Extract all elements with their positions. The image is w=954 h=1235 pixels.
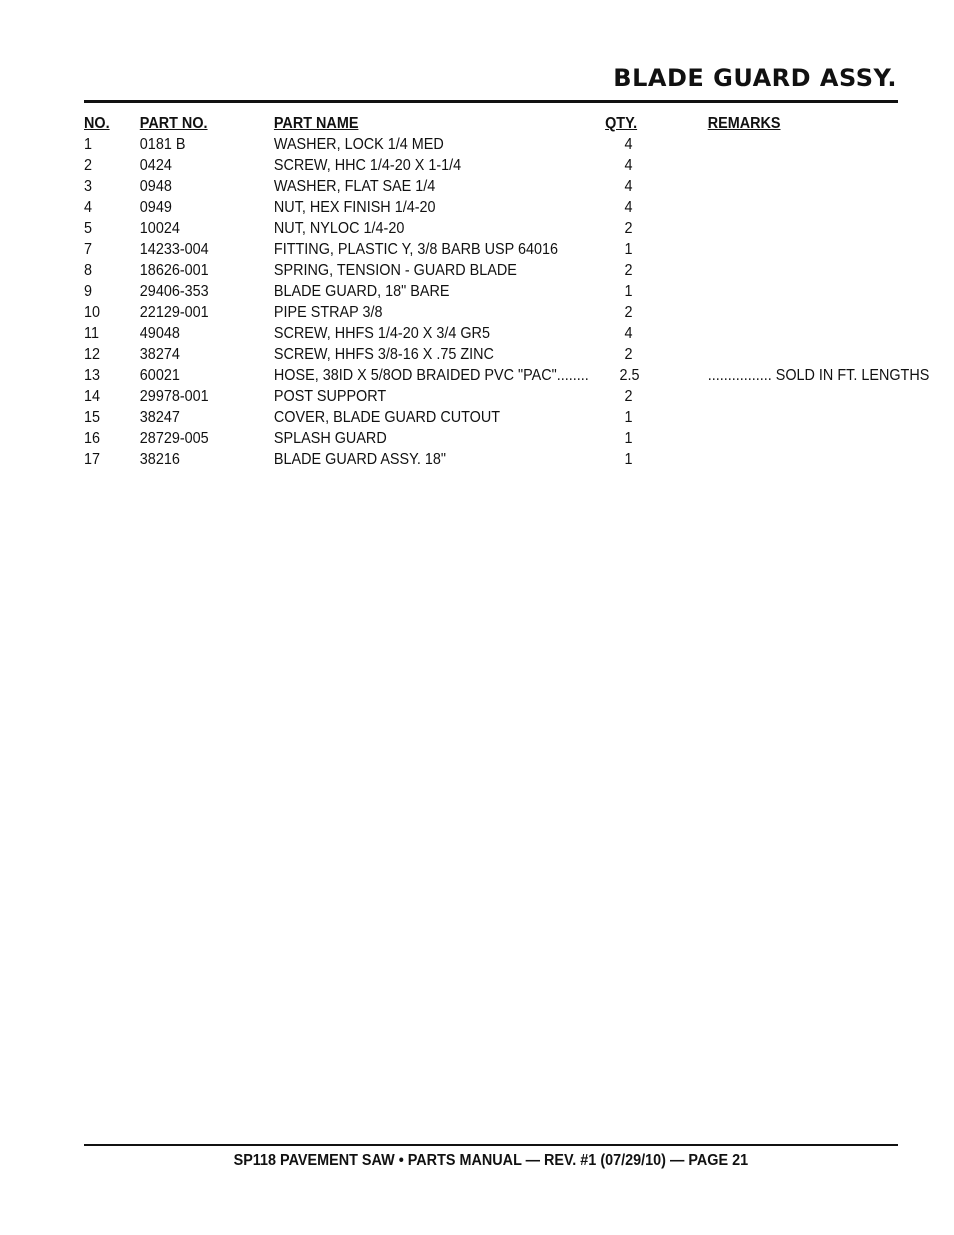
cell-qty: 2 [624,346,633,363]
cell-no: 3 [84,178,93,195]
title-divider [84,100,898,103]
cell-no: 8 [84,262,93,279]
table-row [84,386,898,407]
cell-qty: 4 [624,157,633,174]
cell-part-name: SCREW, HHFS 3/8-16 X .75 ZINC [273,346,494,363]
cell-qty: 1 [624,283,633,300]
cell-part-no: 0181 B [139,136,186,153]
header-no: NO. [84,115,110,132]
table-row [84,218,898,239]
table-row [84,302,898,323]
cell-part-name: BLADE GUARD ASSY. 18" [273,451,447,468]
header-qty: QTY. [605,115,638,132]
cell-part-no: 38216 [139,451,180,468]
cell-part-no: 14233-004 [139,241,209,258]
cell-part-name: BLADE GUARD, 18" BARE [273,283,450,300]
footer-divider [84,1144,898,1146]
table-row [84,197,898,218]
cell-part-name: FITTING, PLASTIC Y, 3/8 BARB USP 64016 [273,241,559,258]
cell-no: 9 [84,283,93,300]
table-row [84,449,898,470]
cell-qty: 2 [624,220,633,237]
cell-no: 4 [84,199,93,216]
cell-qty: 1 [624,430,633,447]
table-row [84,239,898,260]
cell-qty: 2 [624,262,633,279]
header-remarks: REMARKS [707,115,781,132]
cell-part-name: PIPE STRAP 3/8 [273,304,383,321]
cell-part-no: 38247 [139,409,180,426]
table-row [84,260,898,281]
cell-part-name: WASHER, FLAT SAE 1/4 [273,178,436,195]
cell-part-no: 0948 [139,178,172,195]
cell-part-no: 60021 [139,367,180,384]
cell-part-no: 28729-005 [139,430,209,447]
cell-qty: 4 [624,178,633,195]
table-row [84,407,898,428]
cell-part-name: HOSE, 38ID X 5/8OD BRAIDED PVC "PAC"........ [273,367,589,384]
cell-part-name: SCREW, HHC 1/4-20 X 1-1/4 [273,157,462,174]
cell-qty: 4 [624,199,633,216]
cell-qty: 4 [624,136,633,153]
cell-part-name: NUT, NYLOC 1/4-20 [273,220,405,237]
cell-qty: 2 [624,304,633,321]
cell-no: 2 [84,157,93,174]
cell-no: 10 [84,304,101,321]
cell-qty: 1 [624,451,633,468]
cell-part-no: 0949 [139,199,172,216]
table-row [84,176,898,197]
table-row [84,365,930,386]
cell-part-no: 18626-001 [139,262,209,279]
cell-part-name: WASHER, LOCK 1/4 MED [273,136,444,153]
cell-qty: 4 [624,325,633,342]
cell-no: 11 [84,325,99,342]
cell-part-no: 10024 [139,220,180,237]
page-title: BLADE GUARD ASSY. [613,64,897,92]
cell-part-name: NUT, HEX FINISH 1/4-20 [273,199,436,216]
cell-no: 13 [84,367,101,384]
cell-no: 16 [84,430,101,447]
table-row [84,155,898,176]
table-row [84,134,898,155]
cell-part-name: SCREW, HHFS 1/4-20 X 3/4 GR5 [273,325,490,342]
parts-table [84,113,930,470]
cell-qty: 1 [624,409,633,426]
cell-no: 14 [84,388,101,405]
cell-no: 17 [84,451,101,468]
cell-part-name: SPRING, TENSION - GUARD BLADE [273,262,517,279]
cell-part-name: POST SUPPORT [273,388,387,405]
cell-part-no: 0424 [139,157,172,174]
table-row [84,281,898,302]
cell-part-name: COVER, BLADE GUARD CUTOUT [273,409,501,426]
table-body [84,134,930,470]
table-header-row [84,113,898,134]
cell-remarks: ................ SOLD IN FT. LENGTHS [707,367,930,384]
page-footer [84,1152,898,1170]
header-part-name: PART NAME [273,115,359,132]
cell-part-no: 22129-001 [139,304,209,321]
cell-part-no: 38274 [139,346,180,363]
cell-part-no: 29406-353 [139,283,209,300]
cell-no: 1 [84,136,93,153]
cell-no: 12 [84,346,101,363]
table-row [84,323,898,344]
cell-no: 7 [84,241,93,258]
cell-qty: 2 [624,388,633,405]
cell-qty: 1 [624,241,633,258]
footer-label: SP118 PAVEMENT SAW • PARTS MANUAL — REV. #1 (07/29/10) — PAGE 21 [233,1152,749,1169]
cell-part-no: 49048 [139,325,180,342]
table-row [84,428,898,449]
cell-no: 15 [84,409,101,426]
cell-part-no: 29978-001 [139,388,209,405]
table-row [84,344,898,365]
cell-qty: 2.5 [619,367,640,384]
header-part-no: PART NO. [139,115,208,132]
cell-part-name: SPLASH GUARD [273,430,387,447]
cell-no: 5 [84,220,93,237]
